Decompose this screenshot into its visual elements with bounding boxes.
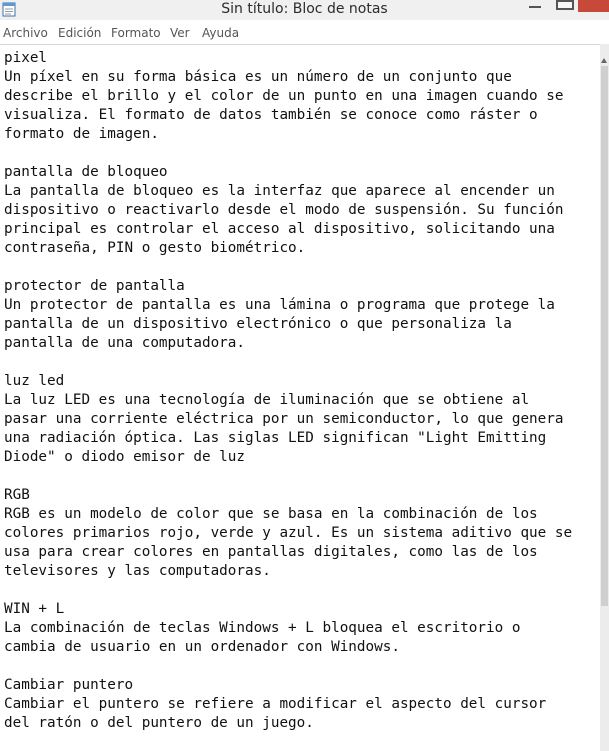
text-line: del ratón o del puntero de un juego. [4,715,314,731]
window-title: Sin título: Bloc de notas [221,1,388,17]
text-line: una radiación óptica. Las siglas LED significan "Light Emitting [4,430,547,446]
menu-bar [0,24,609,44]
text-line: La combinación de teclas Windows + L bloquea el escritorio o [4,620,521,636]
text-line: Un protector de pantalla es una lámina o programa que protege la [4,297,555,313]
text-line: visualiza. El formato de datos también se conoce como ráster o [4,107,538,123]
text-line: cambia de usuario en un ordenador con Windows. [4,639,400,655]
title-bar[interactable] [0,0,609,20]
close-button[interactable] [578,0,609,12]
minimize-button[interactable] [521,0,549,10]
text-line: pantalla de una computadora. [4,335,246,351]
text-line: WIN + L [4,601,65,617]
text-line: Cambiar el puntero se refiere a modificar el aspecto del cursor [4,696,547,712]
minimize-icon [529,6,541,8]
text-line: contraseña, PIN o gesto biométrico. [4,240,306,256]
maximize-button[interactable] [556,0,574,10]
menu-ayuda[interactable]: Ayuda [202,26,240,40]
menu-archivo[interactable]: Archivo [3,26,48,40]
text-line: Cambiar puntero [4,677,134,693]
text-editor[interactable] [0,44,600,751]
text-line: RGB es un modelo de color que se basa en la combinación de los [4,506,538,522]
menu-formato[interactable]: Formato [111,26,161,40]
text-line: luz led [4,373,65,389]
text-line: La luz LED es una tecnología de iluminación que se obtiene al [4,392,530,408]
menu-ver[interactable]: Ver [170,26,190,40]
text-line: describe el brillo y el color de un punto en una imagen cuando se [4,88,564,104]
text-line: Diode" o diodo emisor de luz [4,449,246,465]
editor-text[interactable] [4,49,572,733]
menu-edicion[interactable]: Edición [58,26,102,40]
text-line: usa para crear colores en pantallas digitales, como las de los [4,544,538,560]
text-line: colores primarios rojo, verde y azul. Es un sistema aditivo que se [4,525,573,541]
text-line: pixel [4,50,48,66]
text-line: principal es controlar el acceso al dispositivo, solicitando una [4,221,555,237]
text-line: protector de pantalla [4,278,185,294]
text-line: televisores y las computadoras. [4,563,271,579]
text-line: pasar una corriente eléctrica por un semiconductor, lo que genera [4,411,564,427]
text-line: pantalla de un dispositivo electrónico o que personaliza la [4,316,512,332]
text-line: pantalla de bloqueo [4,164,168,180]
text-line: La pantalla de bloqueo es la interfaz que aparece al encender un [4,183,555,199]
scroll-up-arrow-icon[interactable] [601,58,607,63]
vertical-scrollbar[interactable] [600,44,609,751]
text-line: dispositivo o reactivarlo desde el modo de suspensión. Su función [4,202,564,218]
text-line: Un píxel en su forma básica es un número de un conjunto que [4,69,512,85]
text-line: RGB [4,487,30,503]
text-line: formato de imagen. [4,126,159,142]
scroll-thumb[interactable] [601,66,608,606]
